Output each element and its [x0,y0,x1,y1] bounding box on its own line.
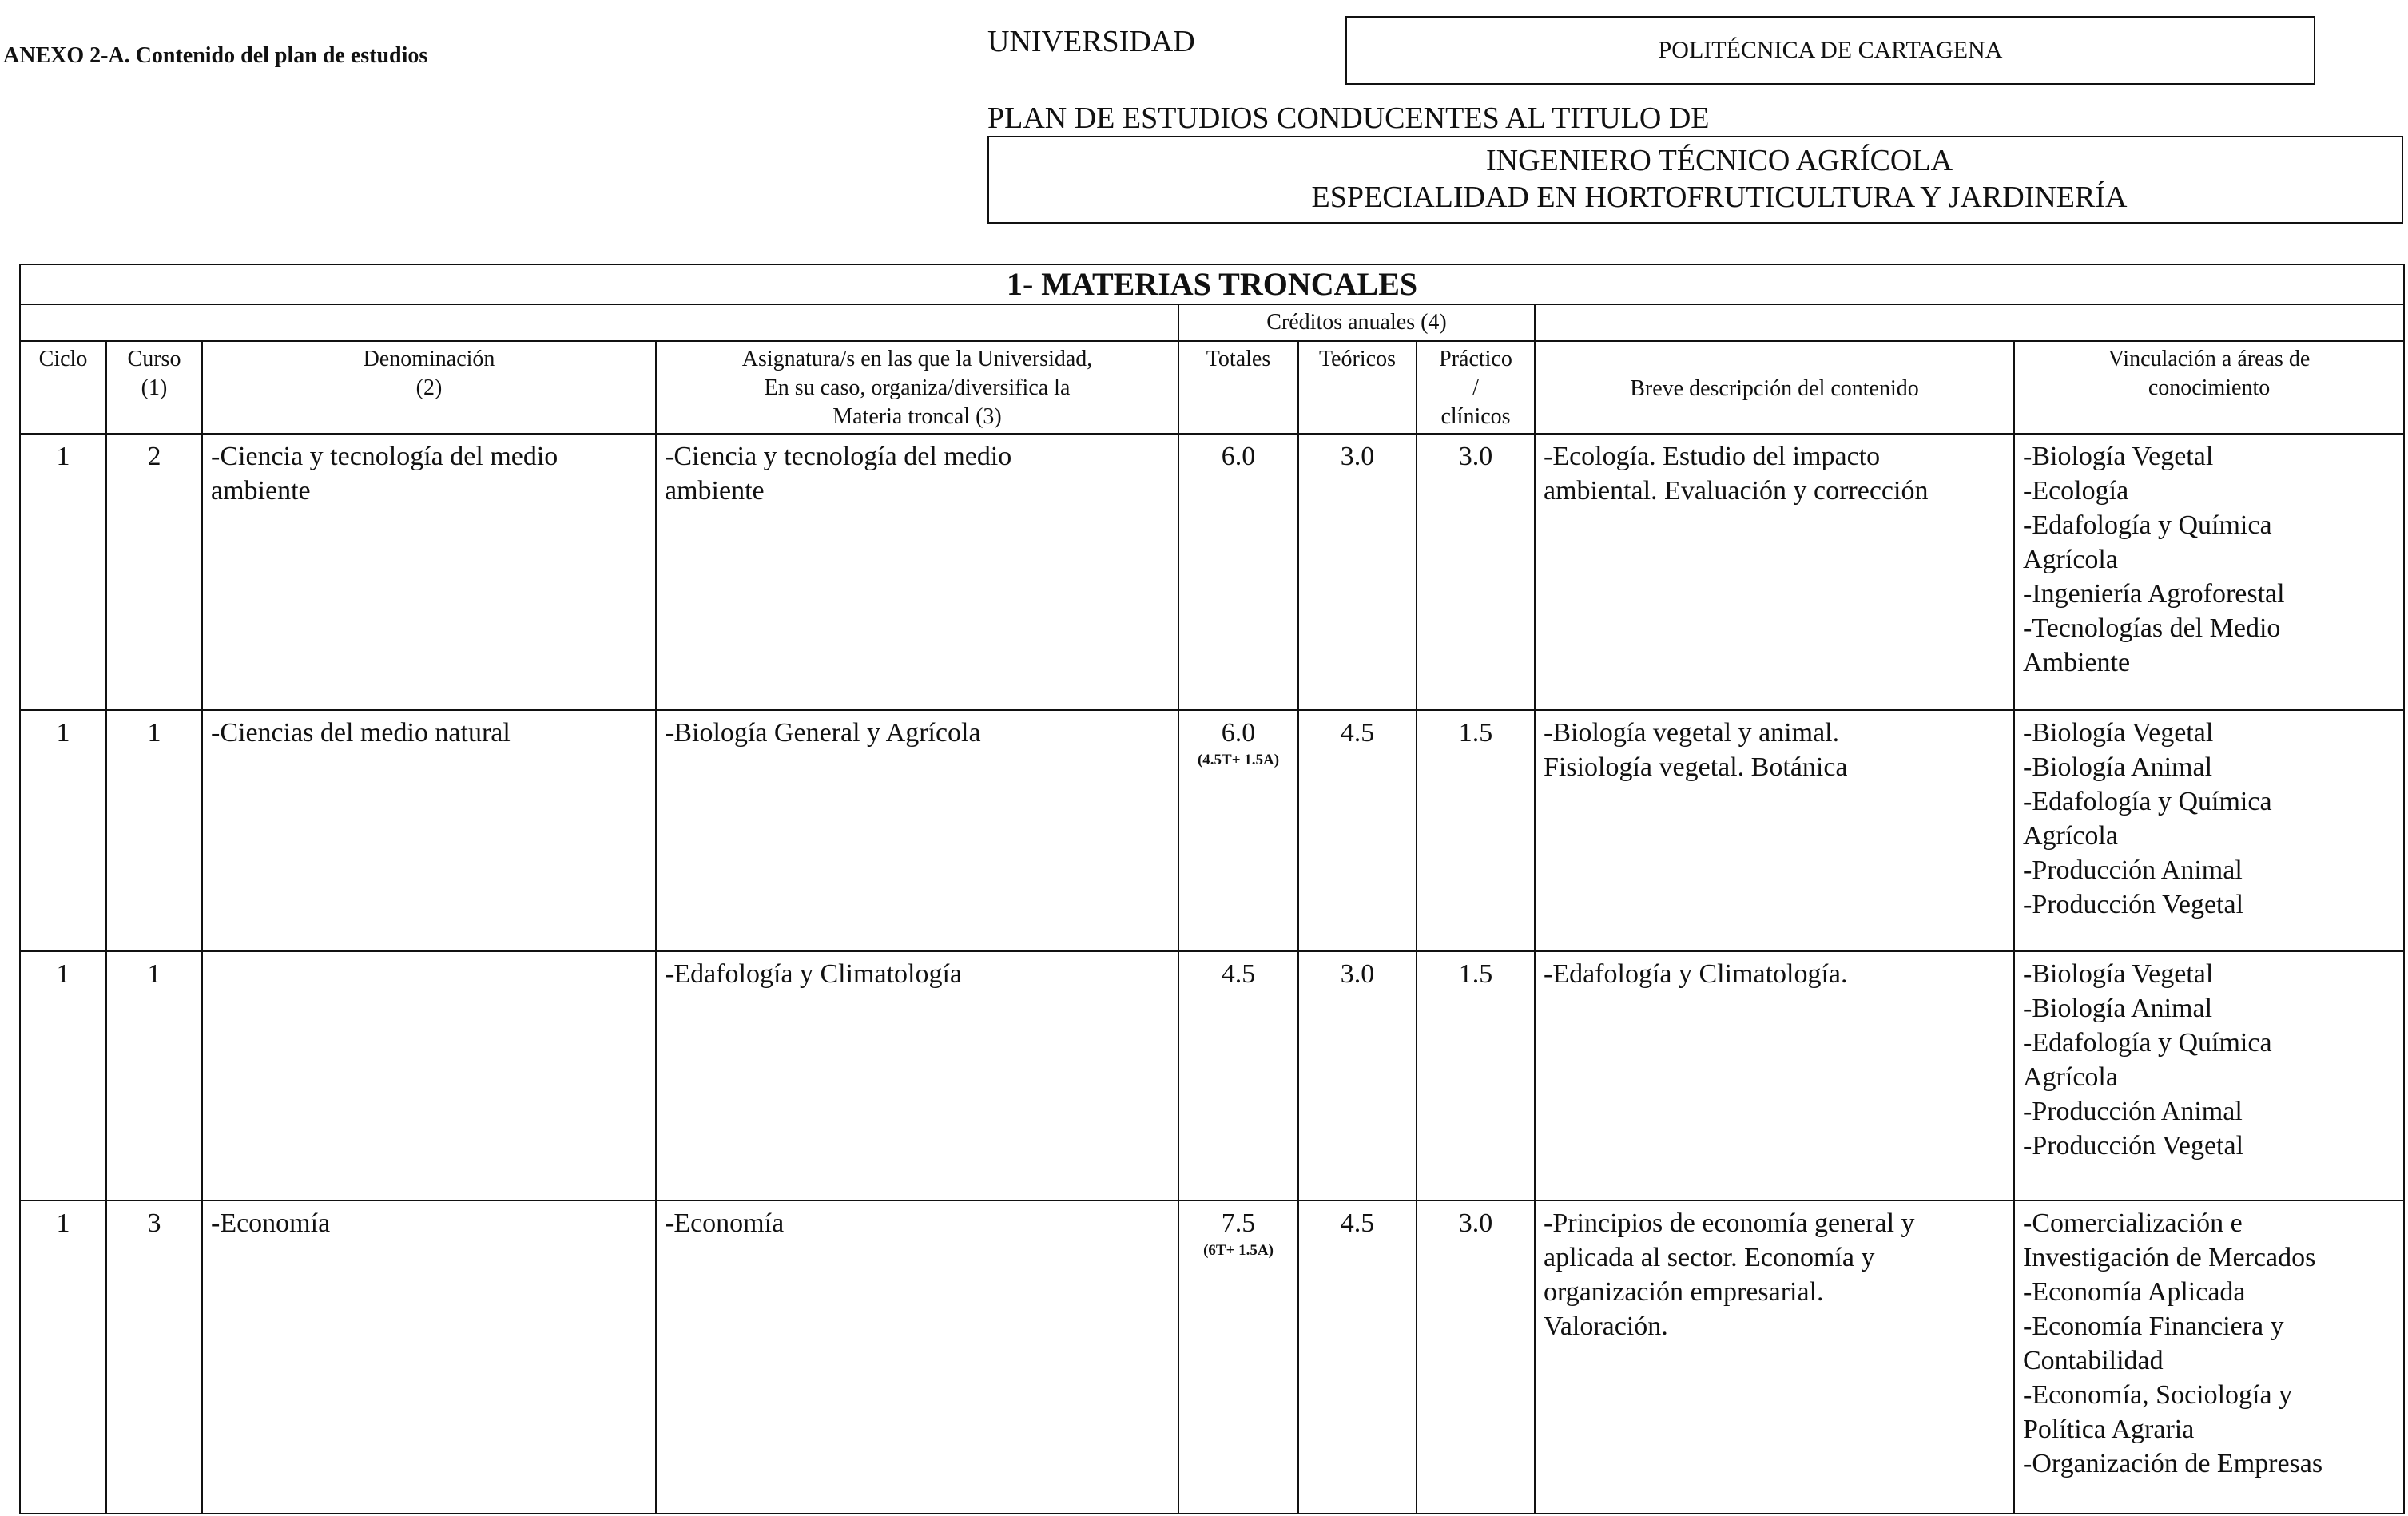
header-spacer [20,304,1178,341]
areas-cell-line: Investigación de Mercados [2023,1243,2316,1272]
descripcion-cell-line: -Ecología. Estudio del impacto [1544,442,1881,471]
curso-cell: 1 [106,710,202,951]
ciclo-cell: 1 [20,710,106,951]
areas-cell [2014,951,2404,1200]
university-label: UNIVERSIDAD [987,25,1195,58]
degree-title-box [987,136,2403,224]
col-totales-header: Totales [1178,341,1298,434]
areas-cell-line: -Biología Animal [2023,994,2213,1023]
table-row [20,951,2404,1200]
areas-cell-line: -Biología Vegetal [2023,718,2214,748]
curso-cell: 3 [106,1200,202,1514]
areas-cell-line: -Organización de Empresas [2023,1449,2323,1478]
ciclo-cell: 1 [20,951,106,1200]
teoricos-cell: 3.0 [1298,434,1417,710]
asignatura-cell-line: -Edafología y Climatología [665,959,963,989]
university-name: POLITÉCNICA DE CARTAGENA [1658,37,2003,63]
descripcion-cell-line: Fisiología vegetal. Botánica [1544,752,1848,782]
curso-cell: 1 [106,951,202,1200]
col-ciclo-header: Ciclo [20,341,106,434]
areas-cell-line: -Ingeniería Agroforestal [2023,579,2285,609]
descripcion-cell-line: aplicada al sector. Economía y [1544,1243,1875,1272]
areas-cell-line: -Edafología y Química [2023,1028,2272,1058]
section-title: 1- MATERIAS TRONCALES [20,264,2404,304]
col-vinculacion-header: Vinculación a áreas de conocimiento [2014,341,2404,434]
table-row [20,434,2404,710]
areas-cell-line: -Comercialización e [2023,1208,2243,1238]
asignatura-cell-line: -Economía [665,1208,785,1238]
degree-title: INGENIERO TÉCNICO AGRÍCOLA [1485,144,1953,178]
ciclo-cell: 1 [20,434,106,710]
col-asignaturas-header: Asignatura/s en las que la Universidad, En su caso, organiza/diversifica la Materia troncal (3) [656,341,1178,434]
areas-cell-line: -Producción Animal [2023,855,2243,885]
descripcion-cell-line: Valoración. [1544,1312,1668,1341]
descripcion-cell [1535,710,2014,951]
descripcion-cell [1535,1200,2014,1514]
credits-group-header: Créditos anuales (4) [1178,304,1535,341]
totales-value: 4.5 [1221,959,1256,989]
areas-cell-line: Agrícola [2023,545,2118,574]
totales-value: 7.5 [1221,1208,1256,1238]
descripcion-cell [1535,951,2014,1200]
totales-cell [1178,951,1298,1200]
asignatura-cell [656,434,1178,710]
practicos-cell: 3.0 [1417,1200,1535,1514]
areas-cell-line: Agrícola [2023,1062,2118,1092]
degree-specialty: ESPECIALIDAD EN HORTOFRUTICULTURA Y JARDINERÍA [1311,181,2128,214]
practicos-cell: 1.5 [1417,710,1535,951]
subjects-table [19,264,2405,1514]
descripcion-cell-line: -Biología vegetal y animal. [1544,718,1840,748]
areas-cell [2014,710,2404,951]
areas-cell-line: Ambiente [2023,648,2131,677]
descripcion-cell [1535,434,2014,710]
teoricos-cell: 4.5 [1298,1200,1417,1514]
col-practicos-header: Práctico / clínicos [1417,341,1535,434]
denominacion-cell [202,434,656,710]
areas-cell-line: -Economía Aplicada [2023,1277,2246,1307]
areas-cell-line: Contabilidad [2023,1346,2164,1375]
denominacion-cell [202,951,656,1200]
areas-cell-line: -Edafología y Química [2023,510,2272,540]
curso-cell: 2 [106,434,202,710]
areas-cell-line: -Producción Vegetal [2023,1131,2244,1161]
plan-label: PLAN DE ESTUDIOS CONDUCENTES AL TITULO DE [987,101,1710,135]
areas-cell [2014,1200,2404,1514]
asignatura-cell-line: -Ciencia y tecnología del medio [665,442,1012,471]
areas-cell-line: -Ecología [2023,476,2129,506]
teoricos-cell: 4.5 [1298,710,1417,951]
areas-cell-line: -Biología Animal [2023,752,2213,782]
practicos-cell: 1.5 [1417,951,1535,1200]
areas-cell-line: -Producción Vegetal [2023,890,2244,919]
totales-cell [1178,434,1298,710]
denominacion-cell-line: -Economía [211,1208,331,1238]
ciclo-cell: 1 [20,1200,106,1514]
descripcion-cell-line: ambiental. Evaluación y corrección [1544,476,1929,506]
descripcion-cell-line: organización empresarial. [1544,1277,1824,1307]
asignatura-cell-line: -Biología General y Agrícola [665,718,981,748]
col-teoricos-header: Teóricos [1298,341,1417,434]
col-descripcion-header: Breve descripción del contenido [1535,341,2014,434]
denominacion-cell-line: -Ciencias del medio natural [211,718,511,748]
totales-cell [1178,710,1298,951]
areas-cell-line: Política Agraria [2023,1415,2195,1444]
practicos-cell: 3.0 [1417,434,1535,710]
header-spacer-right [1535,304,2404,341]
university-name-box [1345,16,2315,85]
annex-title: ANEXO 2-A. Contenido del plan de estudios [3,43,428,68]
areas-cell-line: -Economía Financiera y [2023,1312,2284,1341]
descripcion-cell-line: -Edafología y Climatología. [1544,959,1848,989]
table-body [20,434,2404,1514]
table-row [20,710,2404,951]
totales-cell [1178,1200,1298,1514]
totales-breakdown: (4.5T+ 1.5A) [1197,752,1280,768]
teoricos-cell: 3.0 [1298,951,1417,1200]
asignatura-cell [656,951,1178,1200]
areas-cell-line: -Tecnologías del Medio [2023,613,2281,643]
col-denominacion-header: Denominación (2) [202,341,656,434]
asignatura-cell-line: ambiente [665,476,765,506]
denominacion-cell [202,1200,656,1514]
denominacion-cell-line: ambiente [211,476,311,506]
areas-cell [2014,434,2404,710]
areas-cell-line: -Economía, Sociología y [2023,1380,2293,1410]
totales-value: 6.0 [1221,442,1256,471]
denominacion-cell [202,710,656,951]
areas-cell-line: -Edafología y Química [2023,787,2272,816]
descripcion-cell-line: -Principios de economía general y [1544,1208,1915,1238]
table-row [20,1200,2404,1514]
asignatura-cell [656,1200,1178,1514]
totales-breakdown: (6T+ 1.5A) [1203,1242,1274,1259]
col-curso-header: Curso (1) [106,341,202,434]
areas-cell-line: -Biología Vegetal [2023,442,2214,471]
asignatura-cell [656,710,1178,951]
totales-value: 6.0 [1221,718,1256,748]
areas-cell-line: Agrícola [2023,821,2118,851]
denominacion-cell-line: -Ciencia y tecnología del medio [211,442,558,471]
areas-cell-line: -Biología Vegetal [2023,959,2214,989]
areas-cell-line: -Producción Animal [2023,1097,2243,1126]
